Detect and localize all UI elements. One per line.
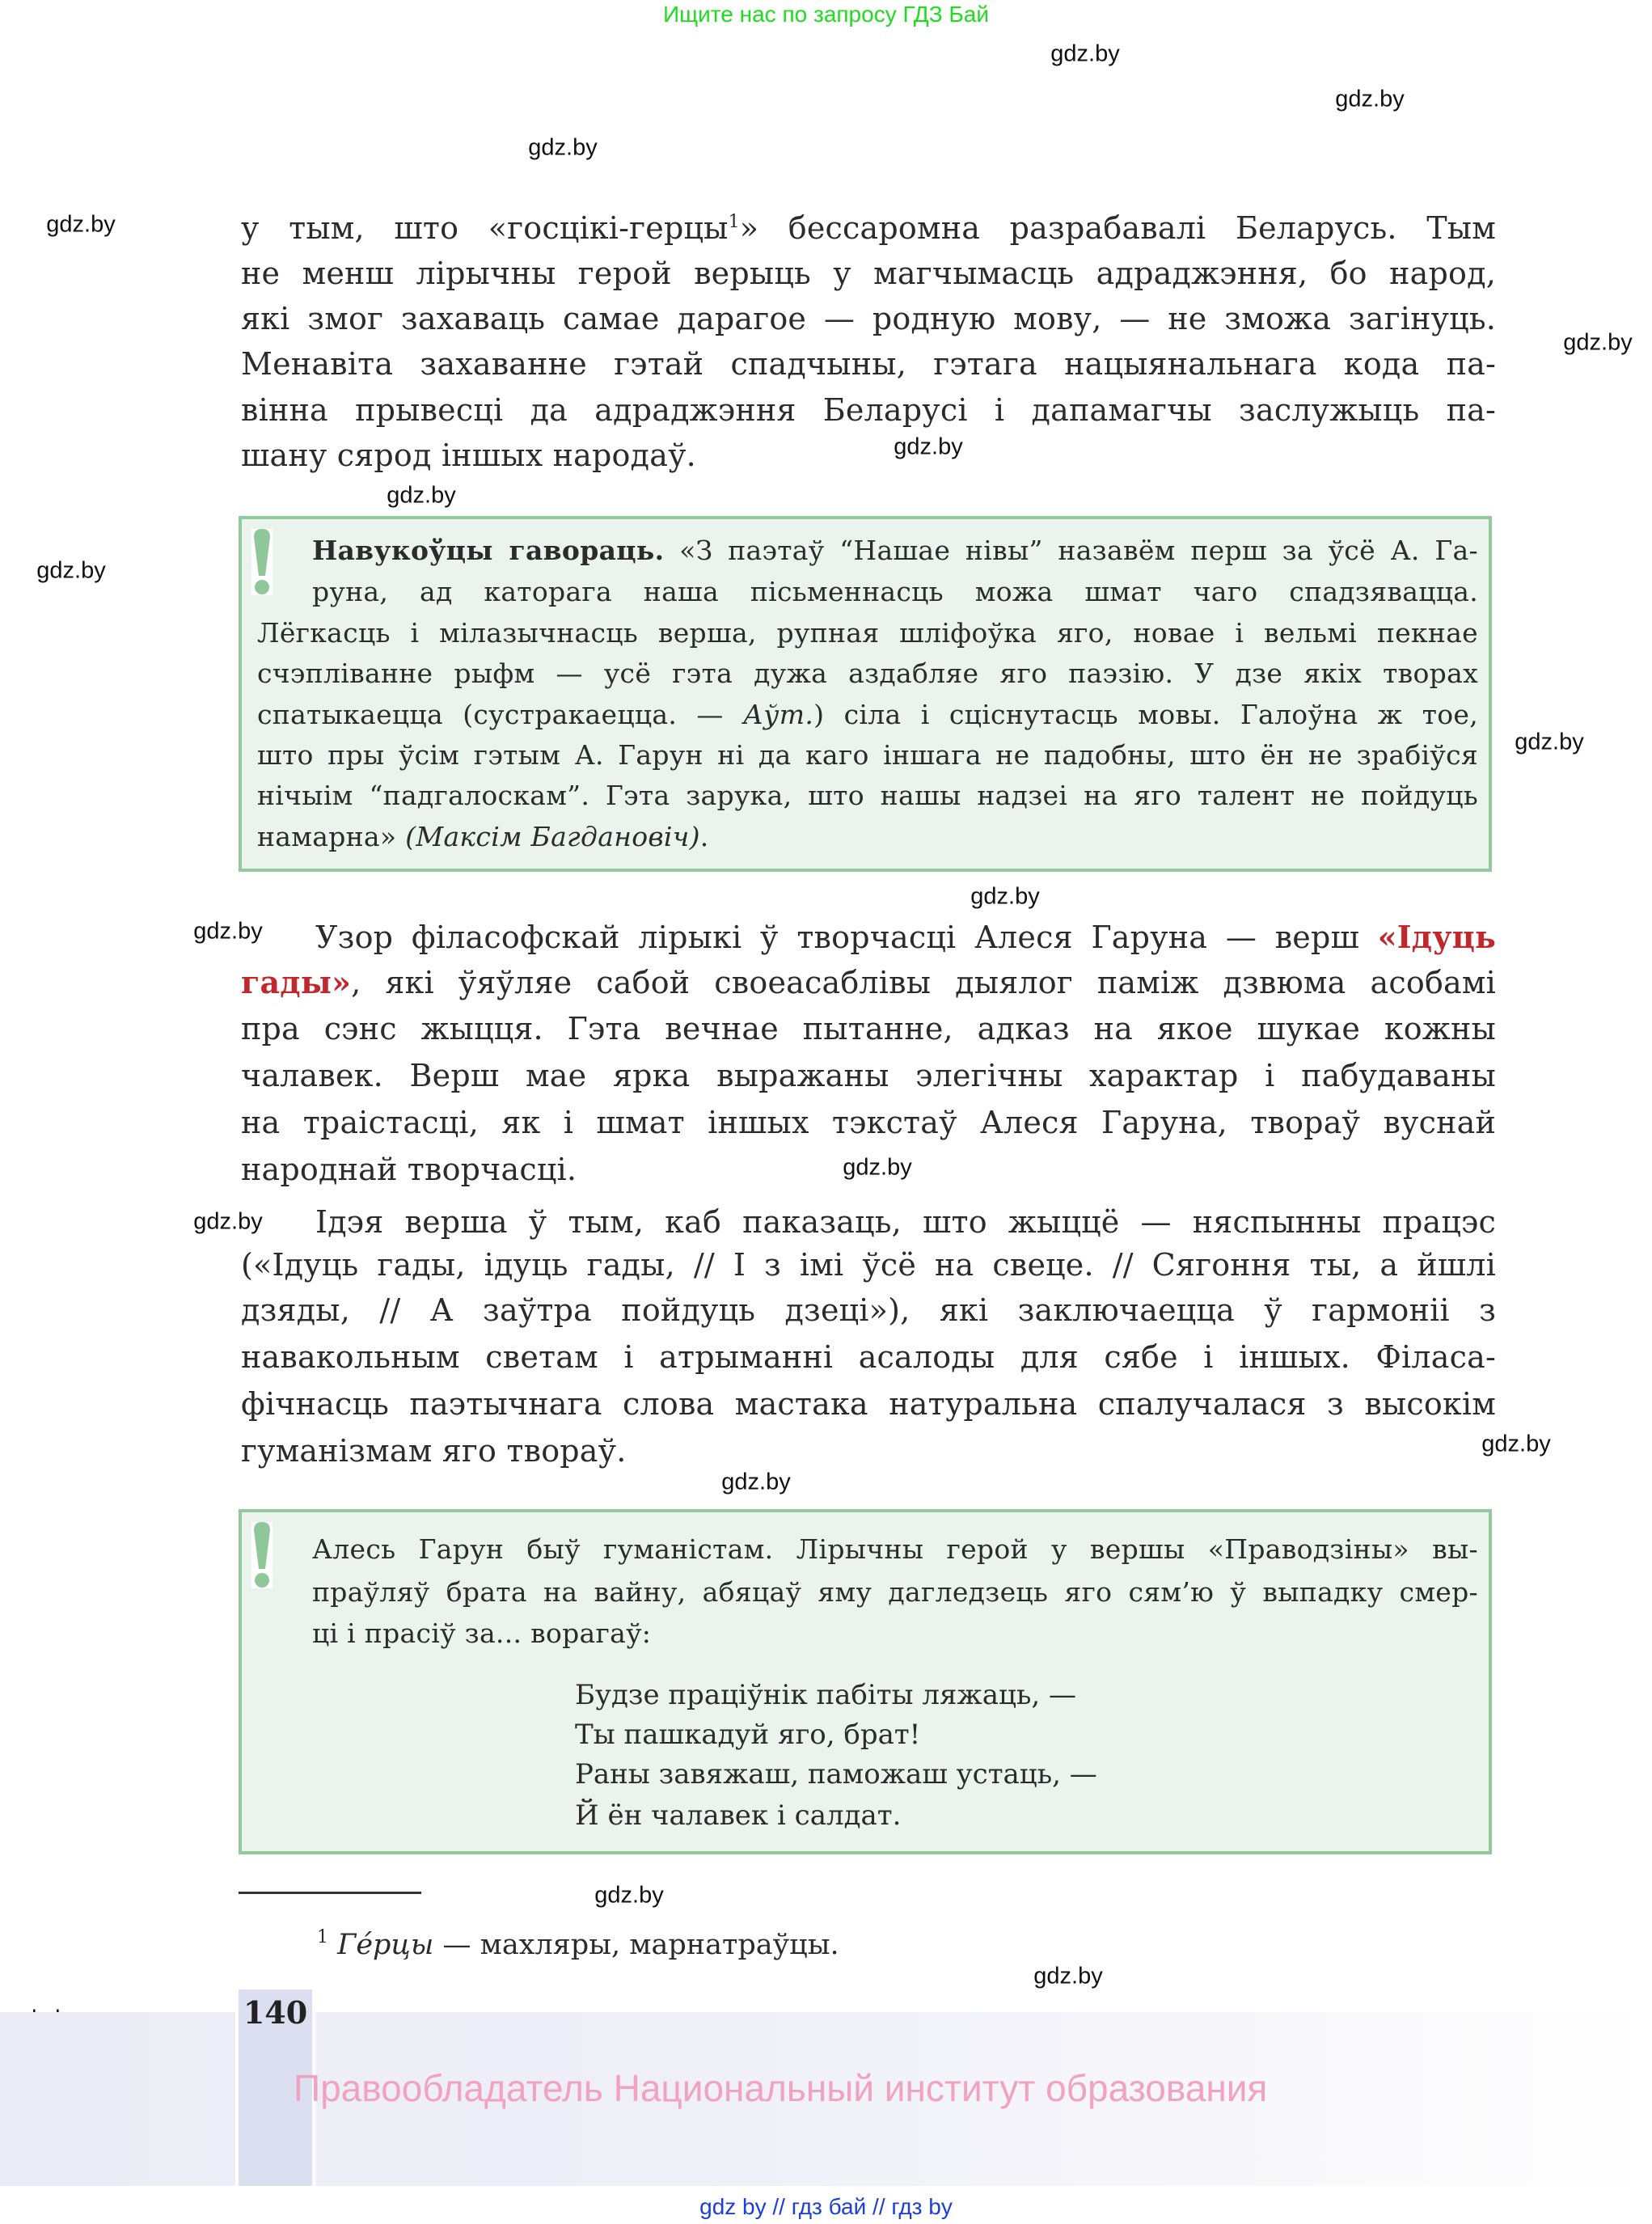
watermark: gdz.by — [1515, 729, 1584, 755]
footnote: $^1$ Ге́рцы — махляры, марнатраўцы. — [317, 1927, 839, 1961]
box-lead: Навукоўцы гавораць. — [312, 535, 665, 566]
text-line: Ідэя верша ў тым, каб паказаць, што жыццё — няспынны працэс — [315, 1204, 1496, 1240]
text-line: гады», які ўяўляе сабой своеасаблівы дыялог паміж дзвюма асобамі — [241, 964, 1496, 1000]
box-text-line: нічыім “падгалоскам”. Гэта зарука, што нашы надзеі на яго талент не пойдуць — [257, 780, 1478, 811]
box-text-line: спатыкаецца (сустракаецца. — Аўт.) сіла і сціснутасць мовы. Галоўна ж тое, — [257, 699, 1478, 730]
watermark: gdz.by — [387, 482, 456, 509]
text-line: Менавіта захаванне гэтай спадчыны, гэтага нацыянальнага кода па- — [241, 346, 1496, 382]
box-text-line: праўляў брата на вайну, абяцаў яму дагледзець яго сям’ю ў выпадку смер- — [312, 1576, 1478, 1608]
watermark: gdz.by — [970, 883, 1040, 910]
poem-line: Будзе праціўнік пабіты ляжаць, — — [575, 1679, 1076, 1711]
poem-line: Й ён чалавек і салдат. — [575, 1799, 902, 1832]
watermark: gdz.by — [843, 1154, 912, 1181]
poem-line: Раны завяжаш, паможаш устаць, — — [575, 1758, 1097, 1791]
text-line: Узор філасофскай лірыкі ў творчасці Алеся Гаруна — верш «Ідуць — [315, 919, 1496, 955]
poem-line: Ты пашкадуй яго, брат! — [575, 1719, 921, 1751]
exclamation-icon — [251, 529, 273, 595]
quote-author: (Максім Багдановіч) — [405, 821, 700, 852]
watermark: gdz.by — [193, 918, 263, 945]
text-line: пра сэнс жыцця. Гэта вечнае пытанне, адказ на якое шукае кожны — [241, 1011, 1496, 1046]
watermark: gdz.by — [594, 1882, 664, 1909]
text-line: народнай творчасці. — [241, 1152, 577, 1187]
exclamation-icon — [251, 1522, 273, 1588]
text-line: гуманізмам яго твораў. — [241, 1433, 627, 1469]
watermark: gdz.by — [1050, 40, 1120, 67]
poem-title: гады» — [241, 964, 352, 1000]
box-text-line: Навукоўцы гавораць. «З паэтаў “Нашае нівы” назавём перш за ўсё А. Га- — [312, 535, 1478, 566]
watermark: gdz.by — [46, 211, 116, 238]
text-line: фічнасць паэтычнага слова мастака натуральна спалучалася з высокім — [241, 1386, 1496, 1422]
text-line: навакольным светам і атрыманні асалоды для сябе і іншых. Філаса- — [241, 1339, 1496, 1375]
poem-title: «Ідуць — [1377, 919, 1496, 955]
watermark: gdz.by — [1481, 1431, 1551, 1457]
footer-links[interactable]: gdz by // гдз бай // гдз by — [699, 2194, 953, 2219]
watermark: gdz.by — [528, 134, 598, 161]
text-line: які змог захаваць самае дарагое — родную мову, — не зможа загінуць. — [241, 301, 1496, 336]
watermark: gdz.by — [193, 1208, 263, 1235]
page-number: 140 — [243, 1994, 308, 2031]
watermark: gdz.by — [721, 1469, 791, 1495]
rights-holder-notice: Правообладатель Национальный институт образования — [294, 2067, 1268, 2109]
text-line: не менш лірычны герой верыць у магчымасць адраджэння, бо народ, — [241, 256, 1496, 291]
box-text-line: намарна» (Максім Багдановіч). — [257, 821, 709, 852]
text-line: вінна прывесці да адраджэння Беларусі і дапамагчы заслужыць па- — [241, 392, 1496, 428]
box-text-line: Алесь Гарун быў гуманістам. Лірычны герой у вершы «Праводзіны» вы- — [312, 1533, 1478, 1565]
text-line: на траістасці, як і шмат іншых тэкстаў Алеся Гаруна, твораў вуснай — [241, 1105, 1496, 1140]
watermark: gdz.by — [1563, 329, 1633, 356]
box-text-line: ці і прасіў за... ворагаў: — [312, 1617, 652, 1649]
text-line: чалавек. Верш мае ярка выражаны элегічны характар і пабудаваны — [241, 1058, 1496, 1093]
watermark: gdz.by — [36, 557, 106, 584]
footnote-divider — [239, 1892, 421, 1894]
footnote-term: Ге́рцы — [337, 1929, 434, 1961]
box-text-line: счэпліванне рыфм — усё гэта дужа аздабляе яго паэзію. У дзе якіх творах — [257, 657, 1478, 689]
watermark: gdz.by — [1335, 86, 1405, 112]
footnote-ref[interactable]: 1 — [728, 212, 740, 232]
box-text-line: што пры ўсім гэтым А. Гарун ні да каго іншага не падобны, што ён не зрабіўся — [257, 739, 1478, 771]
text-line: («Ідуць гады, ідуць гады, // І з імі ўсё на свеце. // Сягоння ты, а йшлі — [241, 1247, 1496, 1283]
watermark: gdz.by — [1033, 1963, 1103, 1989]
text-line: дзяды, // А заўтра пойдуць дзеці»), які заключаецца ў гармоніі з — [241, 1292, 1496, 1328]
text-line: шану сярод іншых народаў. — [241, 438, 696, 473]
search-banner: Ищите нас по запросу ГДЗ Бай — [662, 2, 990, 27]
watermark: gdz.by — [894, 433, 963, 460]
box-text-line: Лёгкасць і мілазычнасць верша, рупная шліфоўка яго, новае і вельмі пекнае — [257, 617, 1478, 649]
box-text-line: руна, ад каторага наша пісьменнасць можа шмат чаго спадзявацца. — [312, 576, 1478, 607]
text-line: у тым, што «госцікі-герцы$^1$» бессаромна разрабавалі Беларусь. Тым — [241, 210, 1496, 246]
